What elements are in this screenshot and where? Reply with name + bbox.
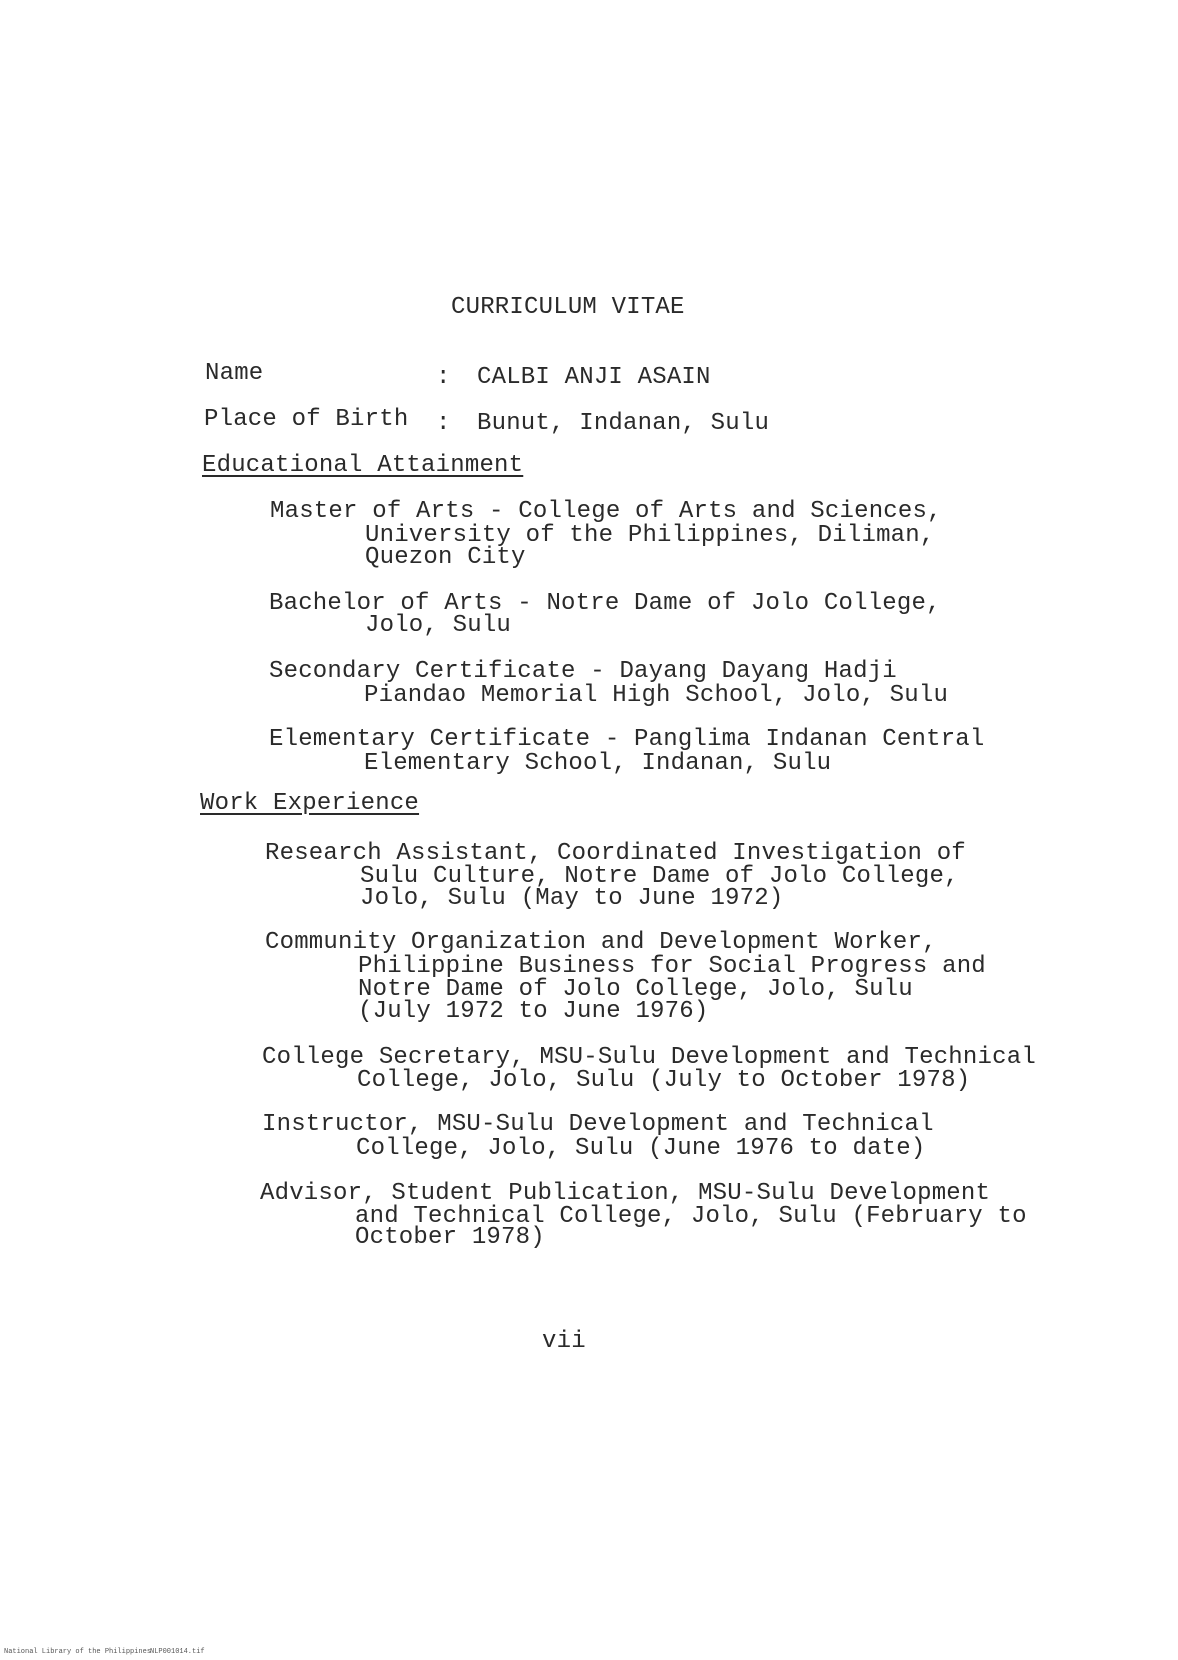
scan-footer-left: National Library of the Philippines bbox=[4, 1648, 152, 1656]
work-entry-line: Notre Dame of Jolo College, Jolo, Sulu bbox=[358, 976, 913, 1003]
work-entry-line: (July 1972 to June 1976) bbox=[358, 998, 709, 1025]
education-heading: Educational Attainment bbox=[202, 452, 524, 479]
work-entry-line: Philippine Business for Social Progress and bbox=[358, 953, 986, 980]
page-title: CURRICULUM VITAE bbox=[451, 294, 685, 321]
work-entry-line: College, Jolo, Sulu (July to October 1978) bbox=[357, 1067, 971, 1094]
work-entry-line: Jolo, Sulu (May to June 1972) bbox=[360, 885, 784, 912]
education-entry-line: Bachelor of Arts - Notre Dame of Jolo College, bbox=[269, 590, 941, 617]
education-entry-line: Piandao Memorial High School, Jolo, Sulu bbox=[364, 682, 949, 709]
work-entry-line: Advisor, Student Publication, MSU-Sulu Development bbox=[260, 1180, 991, 1207]
work-entry-line: and Technical College, Jolo, Sulu (February to bbox=[355, 1203, 1027, 1230]
name-value: CALBI ANJI ASAIN bbox=[477, 364, 711, 391]
education-entry-line: Quezon City bbox=[365, 544, 526, 571]
scan-footer-right: NLP001014.tif bbox=[150, 1648, 205, 1656]
work-entry-line: Sulu Culture, Notre Dame of Jolo College, bbox=[360, 863, 959, 890]
education-entry-line: Master of Arts - College of Arts and Sciences, bbox=[270, 498, 942, 525]
name-separator: : bbox=[436, 364, 451, 391]
birthplace-separator: : bbox=[436, 410, 451, 437]
work-entry-line: College Secretary, MSU-Sulu Development and Technical bbox=[262, 1044, 1036, 1071]
work-entry-line: October 1978) bbox=[355, 1224, 545, 1251]
birthplace-label: Place of Birth bbox=[204, 406, 409, 433]
birthplace-value: Bunut, Indanan, Sulu bbox=[477, 410, 770, 437]
work-heading: Work Experience bbox=[200, 790, 420, 817]
education-entry-line: Jolo, Sulu bbox=[365, 612, 512, 639]
name-label: Name bbox=[205, 360, 264, 387]
page-number: vii bbox=[542, 1328, 586, 1355]
education-entry-line: University of the Philippines, Diliman, bbox=[365, 522, 935, 549]
education-entry-line: Elementary School, Indanan, Sulu bbox=[364, 750, 832, 777]
work-entry-line: College, Jolo, Sulu (June 1976 to date) bbox=[356, 1135, 926, 1162]
education-entry-line: Secondary Certificate - Dayang Dayang Hadji bbox=[269, 658, 897, 685]
work-entry-line: Research Assistant, Coordinated Investigation of bbox=[265, 840, 966, 867]
work-entry-line: Community Organization and Development Worker, bbox=[265, 929, 937, 956]
work-entry-line: Instructor, MSU-Sulu Development and Technical bbox=[262, 1111, 934, 1138]
education-entry-line: Elementary Certificate - Panglima Indanan Central bbox=[269, 726, 985, 753]
